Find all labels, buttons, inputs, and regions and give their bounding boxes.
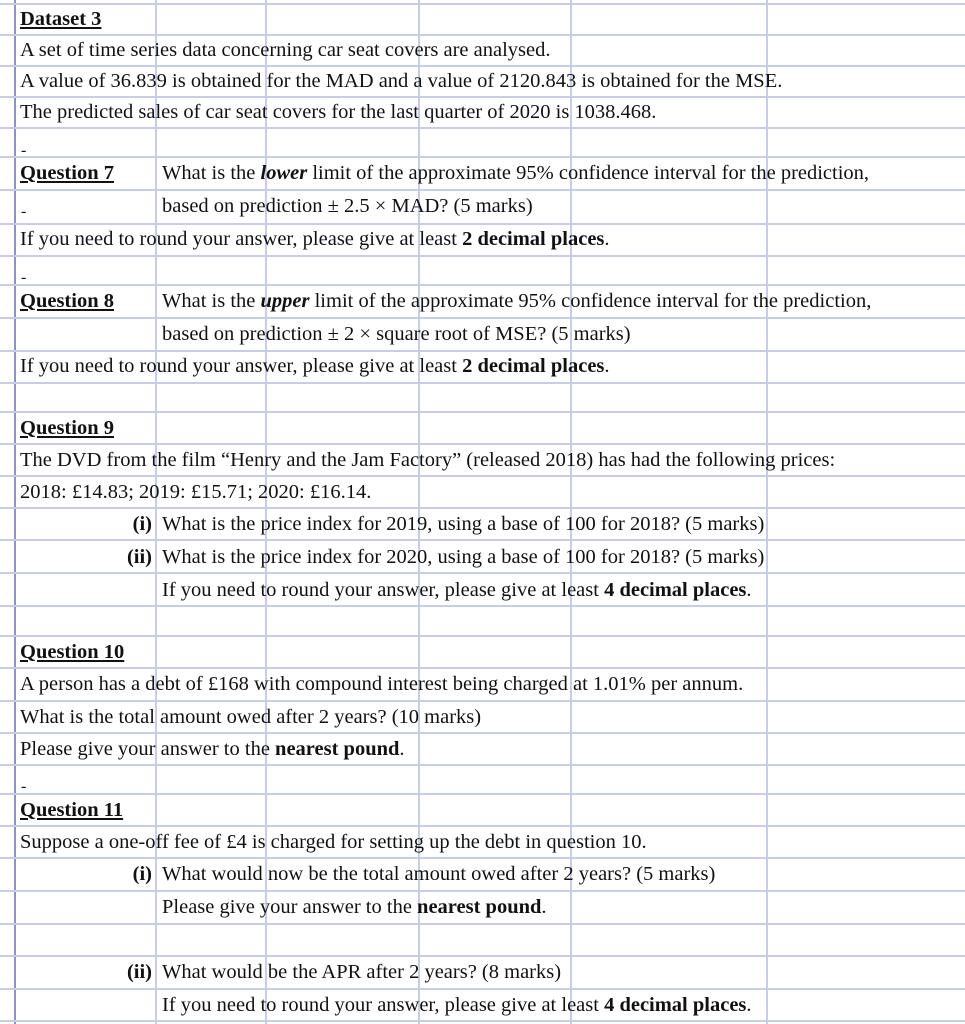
q11-part-i-rounding-note: [162, 893, 547, 921]
q10-rounding-bold: nearest pound: [275, 738, 400, 760]
grid-row-line: [0, 284, 965, 286]
grid-row-line: [0, 988, 965, 990]
row-marker: -: [21, 203, 27, 220]
dataset-line-1: A set of time series data concerning car seat covers are analysed.: [20, 39, 551, 61]
grid-row-line: [0, 923, 965, 925]
q11-part-i-rounding-pre: Please give your answer to the: [162, 896, 418, 918]
q11-part-ii-rounding-note: [162, 991, 752, 1019]
grid-row-line: [0, 475, 965, 477]
grid-column-line: [14, 0, 16, 1024]
grid-column-line: [155, 0, 157, 1024]
grid-row-line: [0, 1020, 965, 1022]
q8-label: Question 8: [20, 290, 114, 312]
grid-row-line: [0, 317, 965, 319]
q7-rounding-note: [20, 225, 610, 253]
q9-part-i-text: What is the price index for 2019, using a base of 100 for 2018? (5 marks): [162, 513, 765, 535]
q11-part-ii-rounding-post: .: [746, 994, 752, 1016]
grid-column-line: [766, 0, 768, 1024]
q10-rounding-post: .: [399, 738, 405, 760]
grid-row-line: [0, 382, 965, 384]
row-marker: -: [21, 142, 27, 159]
q8-question-line-2: based on prediction ± 2 × square root of MSE? (5 marks): [162, 323, 631, 345]
q11-part-ii-text: What would be the APR after 2 years? (8 marks): [162, 961, 562, 983]
grid-row-line: [0, 572, 965, 574]
dataset-line-2: A value of 36.839 is obtained for the MAD and a value of 2120.843 is obtained for the MSE.: [20, 70, 783, 92]
q8-question-post: limit of the approximate 95% confidence interval for the prediction,: [309, 290, 872, 312]
grid-row-line: [0, 764, 965, 766]
grid-row-line: [0, 635, 965, 637]
q9-part-i-label: (i): [132, 513, 152, 535]
dataset-line-3: The predicted sales of car seat covers for the last quarter of 2020 is 1038.468.: [20, 101, 657, 123]
q9-label: Question 9: [20, 417, 114, 439]
q11-part-ii-rounding-pre: If you need to round your answer, please give at least: [162, 994, 605, 1016]
grid-row-line: [0, 793, 965, 795]
q8-question: [162, 287, 871, 315]
q10-rounding-pre: Please give your answer to the: [20, 738, 276, 760]
grid-row-line: [0, 539, 965, 541]
q9-rounding-pre: If you need to round your answer, please give at least: [162, 579, 605, 601]
q11-part-i-rounding-bold: nearest pound: [417, 896, 542, 918]
q8-rounding-pre: If you need to round your answer, please give at least: [20, 355, 463, 377]
grid-row-line: [0, 443, 965, 445]
grid-row-line: [0, 127, 965, 129]
q7-question-emphasis: lower: [260, 162, 308, 184]
grid-row-line: [0, 156, 965, 158]
q8-question-pre: What is the: [162, 290, 261, 312]
q11-part-ii-label: (ii): [126, 961, 152, 983]
q11-line-1: Suppose a one-off fee of £4 is charged for setting up the debt in question 10.: [20, 831, 647, 853]
grid-row-line: [0, 189, 965, 191]
q9-line-2: 2018: £14.83; 2019: £15.71; 2020: £16.14.: [20, 481, 372, 503]
grid-row-line: [0, 667, 965, 669]
q7-question-post: limit of the approximate 95% confidence interval for the prediction,: [307, 162, 870, 184]
grid-row-line: [0, 890, 965, 892]
q9-rounding-post: .: [746, 579, 752, 601]
q7-question-pre: What is the: [162, 162, 261, 184]
q7-rounding-post: .: [604, 228, 610, 250]
q11-part-i-text: What would now be the total amount owed after 2 years? (5 marks): [162, 863, 716, 885]
q11-part-i-rounding-post: .: [541, 896, 547, 918]
q10-label: Question 10: [20, 641, 125, 663]
q7-question-line-2: based on prediction ± 2.5 × MAD? (5 marks): [162, 195, 533, 217]
q11-label: Question 11: [20, 799, 124, 821]
q9-part-ii-label: (ii): [126, 546, 152, 568]
q11-part-i-label: (i): [132, 863, 152, 885]
q9-part-ii-text: What is the price index for 2020, using a base of 100 for 2018? (5 marks): [162, 546, 765, 568]
dataset-title: Dataset 3: [20, 8, 102, 30]
row-marker: -: [21, 778, 27, 795]
q8-question-emphasis: upper: [260, 290, 310, 312]
q8-rounding-note: [20, 352, 610, 380]
grid-row-line: [0, 255, 965, 257]
q8-rounding-post: .: [604, 355, 610, 377]
grid-row-line: [0, 955, 965, 957]
grid-row-line: [0, 507, 965, 509]
q7-rounding-pre: If you need to round your answer, please give at least: [20, 228, 463, 250]
q7-question: [162, 159, 869, 187]
q10-rounding-note: [20, 735, 405, 763]
grid-row-line: [0, 825, 965, 827]
q8-rounding-bold: 2 decimal places: [462, 355, 605, 377]
q10-line-2: What is the total amount owed after 2 years? (10 marks): [20, 706, 482, 728]
q9-rounding-bold: 4 decimal places: [604, 579, 747, 601]
q10-line-1: A person has a debt of £168 with compound interest being charged at 1.01% per annum.: [20, 673, 744, 695]
q7-rounding-bold: 2 decimal places: [462, 228, 605, 250]
q7-label: Question 7: [20, 162, 114, 184]
row-marker: -: [21, 269, 27, 286]
grid-row-line: [0, 700, 965, 702]
grid-row-line: [0, 857, 965, 859]
grid-row-line: [0, 605, 965, 607]
q11-part-ii-rounding-bold: 4 decimal places: [604, 994, 747, 1016]
q9-line-1: The DVD from the film “Henry and the Jam Factory” (released 2018) has had the following prices:: [20, 449, 836, 471]
q9-rounding-note: [162, 576, 752, 604]
grid-row-line: [0, 411, 965, 413]
grid-row-line: [0, 3, 965, 5]
grid-row-line: [0, 732, 965, 734]
